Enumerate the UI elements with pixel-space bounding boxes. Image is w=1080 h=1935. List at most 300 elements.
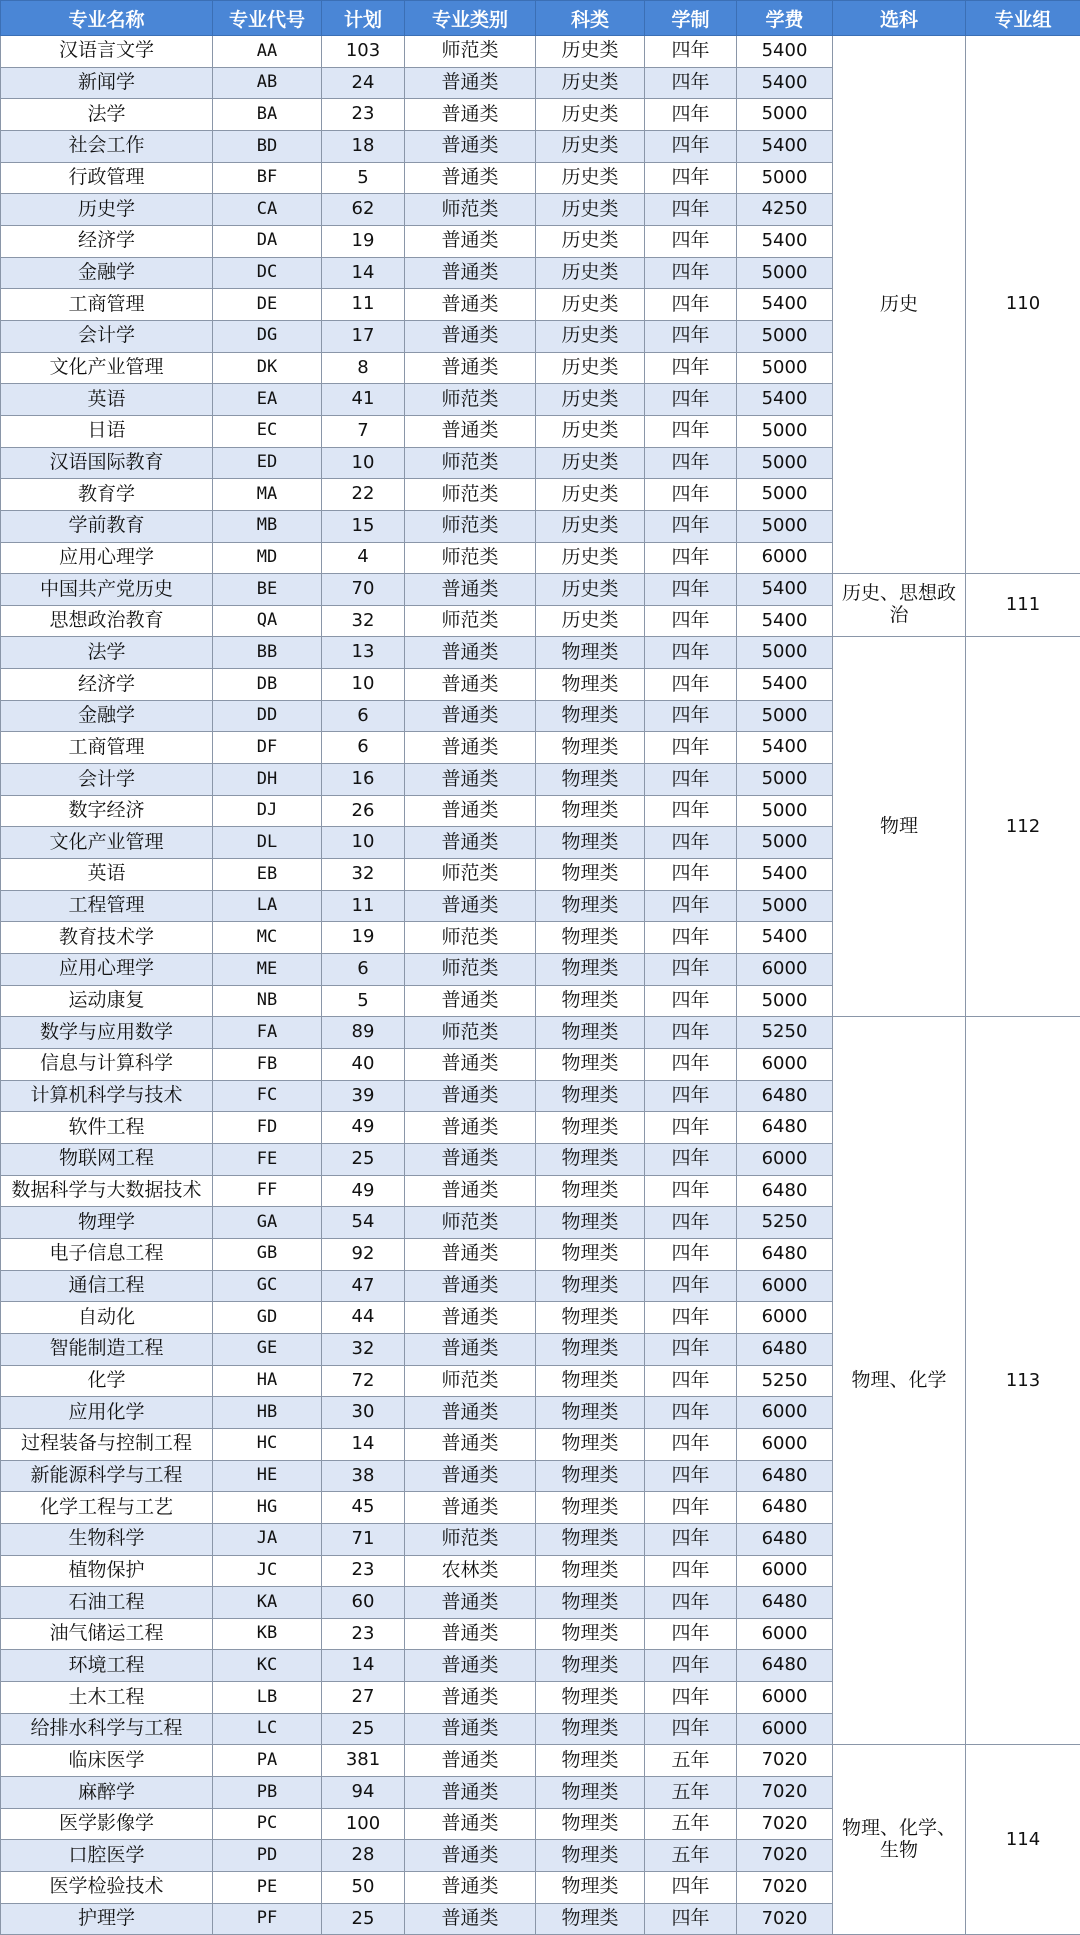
major-group-cell: 110 — [966, 36, 1080, 574]
plan-count-cell: 14 — [322, 1650, 405, 1682]
major-type-cell: 师范类 — [405, 510, 536, 542]
tuition-cell: 5250 — [737, 1017, 833, 1049]
major-code-cell: FE — [213, 1143, 322, 1175]
header-major-type: 专业类别 — [405, 1, 536, 36]
major-name-cell: 法学 — [1, 99, 213, 131]
plan-count-cell: 94 — [322, 1777, 405, 1809]
header-major-group: 专业组 — [966, 1, 1080, 36]
tuition-cell: 5000 — [737, 985, 833, 1017]
duration-cell: 四年 — [645, 669, 737, 701]
major-name-cell: 油气储运工程 — [1, 1618, 213, 1650]
major-code-cell: HB — [213, 1397, 322, 1429]
major-type-cell: 普通类 — [405, 415, 536, 447]
major-name-cell: 过程装备与控制工程 — [1, 1428, 213, 1460]
major-name-cell: 电子信息工程 — [1, 1238, 213, 1270]
major-type-cell: 普通类 — [405, 1397, 536, 1429]
major-type-cell: 师范类 — [405, 447, 536, 479]
tuition-cell: 6480 — [737, 1492, 833, 1524]
tuition-cell: 6480 — [737, 1112, 833, 1144]
subject-class-cell: 物理类 — [536, 1618, 645, 1650]
subject-class-cell: 历史类 — [536, 479, 645, 511]
subject-class-cell: 历史类 — [536, 289, 645, 321]
major-code-cell: DE — [213, 289, 322, 321]
major-code-cell: DC — [213, 257, 322, 289]
duration-cell: 五年 — [645, 1808, 737, 1840]
major-code-cell: JC — [213, 1555, 322, 1587]
plan-count-cell: 6 — [322, 954, 405, 986]
subject-class-cell: 物理类 — [536, 1523, 645, 1555]
plan-count-cell: 49 — [322, 1112, 405, 1144]
major-name-cell: 应用心理学 — [1, 542, 213, 574]
major-name-cell: 护理学 — [1, 1903, 213, 1935]
duration-cell: 四年 — [645, 1428, 737, 1460]
major-type-cell: 普通类 — [405, 1333, 536, 1365]
tuition-cell: 6480 — [737, 1333, 833, 1365]
table-header-row — [1, 1, 1080, 36]
major-name-cell: 行政管理 — [1, 162, 213, 194]
major-code-cell: CA — [213, 194, 322, 226]
tuition-cell: 6000 — [737, 1555, 833, 1587]
duration-cell: 四年 — [645, 384, 737, 416]
subject-class-cell: 物理类 — [536, 1492, 645, 1524]
major-type-cell: 师范类 — [405, 859, 536, 891]
major-name-cell: 化学工程与工艺 — [1, 1492, 213, 1524]
duration-cell: 四年 — [645, 1713, 737, 1745]
duration-cell: 四年 — [645, 1618, 737, 1650]
major-code-cell: PD — [213, 1840, 322, 1872]
plan-count-cell: 5 — [322, 985, 405, 1017]
subject-class-cell: 历史类 — [536, 542, 645, 574]
subject-class-cell: 历史类 — [536, 352, 645, 384]
tuition-cell: 5000 — [737, 320, 833, 352]
major-name-cell: 学前教育 — [1, 510, 213, 542]
subject-class-cell: 物理类 — [536, 1587, 645, 1619]
major-code-cell: EB — [213, 859, 322, 891]
table-row — [1, 574, 1080, 606]
major-name-cell: 植物保护 — [1, 1555, 213, 1587]
subject-class-cell: 历史类 — [536, 225, 645, 257]
subject-class-cell: 历史类 — [536, 36, 645, 68]
plan-count-cell: 11 — [322, 289, 405, 321]
plan-count-cell: 8 — [322, 352, 405, 384]
major-type-cell: 普通类 — [405, 700, 536, 732]
duration-cell: 四年 — [645, 257, 737, 289]
major-code-cell: DF — [213, 732, 322, 764]
duration-cell: 四年 — [645, 447, 737, 479]
major-type-cell: 师范类 — [405, 1207, 536, 1239]
major-name-cell: 化学 — [1, 1365, 213, 1397]
major-name-cell: 教育技术学 — [1, 922, 213, 954]
duration-cell: 四年 — [645, 1049, 737, 1081]
plan-count-cell: 15 — [322, 510, 405, 542]
subject-class-cell: 物理类 — [536, 1713, 645, 1745]
plan-count-cell: 32 — [322, 859, 405, 891]
plan-count-cell: 26 — [322, 795, 405, 827]
major-code-cell: PB — [213, 1777, 322, 1809]
tuition-cell: 6480 — [737, 1650, 833, 1682]
major-type-cell: 普通类 — [405, 637, 536, 669]
subject-class-cell: 物理类 — [536, 1238, 645, 1270]
tuition-cell: 5000 — [737, 162, 833, 194]
subject-class-cell: 物理类 — [536, 1682, 645, 1714]
major-code-cell: GC — [213, 1270, 322, 1302]
tuition-cell: 5400 — [737, 922, 833, 954]
subject-class-cell: 物理类 — [536, 1175, 645, 1207]
tuition-cell: 5400 — [737, 384, 833, 416]
major-name-cell: 英语 — [1, 384, 213, 416]
duration-cell: 四年 — [645, 67, 737, 99]
duration-cell: 四年 — [645, 954, 737, 986]
subject-class-cell: 物理类 — [536, 764, 645, 796]
major-type-cell: 普通类 — [405, 1808, 536, 1840]
major-name-cell: 工商管理 — [1, 732, 213, 764]
duration-cell: 四年 — [645, 732, 737, 764]
duration-cell: 四年 — [645, 130, 737, 162]
duration-cell: 四年 — [645, 1175, 737, 1207]
major-type-cell: 普通类 — [405, 1143, 536, 1175]
tuition-cell: 5000 — [737, 447, 833, 479]
major-type-cell: 普通类 — [405, 1428, 536, 1460]
plan-count-cell: 89 — [322, 1017, 405, 1049]
duration-cell: 四年 — [645, 1650, 737, 1682]
subject-class-cell: 物理类 — [536, 1555, 645, 1587]
plan-count-cell: 11 — [322, 890, 405, 922]
major-type-cell: 普通类 — [405, 890, 536, 922]
major-code-cell: AA — [213, 36, 322, 68]
plan-count-cell: 25 — [322, 1713, 405, 1745]
subject-class-cell: 物理类 — [536, 1365, 645, 1397]
major-type-cell: 普通类 — [405, 1903, 536, 1935]
required-subjects-cell: 历史、思想政治 — [833, 574, 966, 637]
header-subject-class: 科类 — [536, 1, 645, 36]
duration-cell: 四年 — [645, 1397, 737, 1429]
major-code-cell: DG — [213, 320, 322, 352]
major-code-cell: MB — [213, 510, 322, 542]
tuition-cell: 6000 — [737, 1049, 833, 1081]
subject-class-cell: 物理类 — [536, 1872, 645, 1904]
major-type-cell: 师范类 — [405, 384, 536, 416]
major-name-cell: 文化产业管理 — [1, 352, 213, 384]
major-type-cell: 普通类 — [405, 67, 536, 99]
major-type-cell: 师范类 — [405, 1017, 536, 1049]
plan-count-cell: 25 — [322, 1143, 405, 1175]
major-name-cell: 生物科学 — [1, 1523, 213, 1555]
tuition-cell: 5000 — [737, 700, 833, 732]
plan-count-cell: 38 — [322, 1460, 405, 1492]
major-type-cell: 普通类 — [405, 732, 536, 764]
tuition-cell: 5000 — [737, 510, 833, 542]
table-row — [1, 36, 1080, 68]
major-code-cell: PF — [213, 1903, 322, 1935]
subject-class-cell: 物理类 — [536, 637, 645, 669]
subject-class-cell: 物理类 — [536, 1080, 645, 1112]
duration-cell: 四年 — [645, 859, 737, 891]
duration-cell: 四年 — [645, 1555, 737, 1587]
major-group-cell: 112 — [966, 637, 1080, 1017]
tuition-cell: 5000 — [737, 257, 833, 289]
major-type-cell: 师范类 — [405, 479, 536, 511]
tuition-cell: 6000 — [737, 1618, 833, 1650]
plan-count-cell: 7 — [322, 415, 405, 447]
duration-cell: 四年 — [645, 1207, 737, 1239]
major-code-cell: DK — [213, 352, 322, 384]
major-code-cell: PA — [213, 1745, 322, 1777]
duration-cell: 四年 — [645, 1238, 737, 1270]
duration-cell: 四年 — [645, 764, 737, 796]
plan-count-cell: 27 — [322, 1682, 405, 1714]
major-type-cell: 农林类 — [405, 1555, 536, 1587]
subject-class-cell: 历史类 — [536, 194, 645, 226]
major-code-cell: PE — [213, 1872, 322, 1904]
major-name-cell: 通信工程 — [1, 1270, 213, 1302]
tuition-cell: 6000 — [737, 1270, 833, 1302]
duration-cell: 四年 — [645, 922, 737, 954]
tuition-cell: 5400 — [737, 669, 833, 701]
major-type-cell: 普通类 — [405, 130, 536, 162]
major-code-cell: DA — [213, 225, 322, 257]
major-group-cell: 113 — [966, 1017, 1080, 1745]
major-type-cell: 普通类 — [405, 225, 536, 257]
duration-cell: 四年 — [645, 1872, 737, 1904]
major-code-cell: KC — [213, 1650, 322, 1682]
major-type-cell: 普通类 — [405, 1080, 536, 1112]
major-type-cell: 普通类 — [405, 1618, 536, 1650]
tuition-cell: 7020 — [737, 1777, 833, 1809]
duration-cell: 四年 — [645, 510, 737, 542]
duration-cell: 四年 — [645, 1492, 737, 1524]
plan-count-cell: 23 — [322, 99, 405, 131]
subject-class-cell: 物理类 — [536, 859, 645, 891]
major-code-cell: PC — [213, 1808, 322, 1840]
tuition-cell: 4250 — [737, 194, 833, 226]
plan-count-cell: 16 — [322, 764, 405, 796]
tuition-cell: 5400 — [737, 130, 833, 162]
subject-class-cell: 物理类 — [536, 985, 645, 1017]
major-type-cell: 普通类 — [405, 1587, 536, 1619]
tuition-cell: 6000 — [737, 1682, 833, 1714]
tuition-cell: 6000 — [737, 954, 833, 986]
major-code-cell: LA — [213, 890, 322, 922]
subject-class-cell: 物理类 — [536, 1302, 645, 1334]
major-type-cell: 师范类 — [405, 1523, 536, 1555]
major-code-cell: KB — [213, 1618, 322, 1650]
tuition-cell: 6480 — [737, 1238, 833, 1270]
tuition-cell: 5400 — [737, 225, 833, 257]
tuition-cell: 5400 — [737, 574, 833, 606]
major-type-cell: 普通类 — [405, 352, 536, 384]
subject-class-cell: 物理类 — [536, 827, 645, 859]
tuition-cell: 6480 — [737, 1460, 833, 1492]
major-name-cell: 数字经济 — [1, 795, 213, 827]
major-code-cell: DH — [213, 764, 322, 796]
duration-cell: 四年 — [645, 99, 737, 131]
tuition-cell: 5250 — [737, 1207, 833, 1239]
tuition-cell: 7020 — [737, 1872, 833, 1904]
plan-count-cell: 14 — [322, 1428, 405, 1460]
subject-class-cell: 物理类 — [536, 1428, 645, 1460]
major-code-cell: BE — [213, 574, 322, 606]
tuition-cell: 6000 — [737, 1428, 833, 1460]
major-group-cell: 111 — [966, 574, 1080, 637]
duration-cell: 四年 — [645, 36, 737, 68]
duration-cell: 五年 — [645, 1840, 737, 1872]
plan-count-cell: 24 — [322, 67, 405, 99]
duration-cell: 四年 — [645, 985, 737, 1017]
tuition-cell: 5000 — [737, 637, 833, 669]
plan-count-cell: 72 — [322, 1365, 405, 1397]
duration-cell: 四年 — [645, 320, 737, 352]
plan-count-cell: 17 — [322, 320, 405, 352]
tuition-cell: 6000 — [737, 1302, 833, 1334]
major-type-cell: 普通类 — [405, 1270, 536, 1302]
major-type-cell: 普通类 — [405, 162, 536, 194]
major-name-cell: 信息与计算科学 — [1, 1049, 213, 1081]
plan-count-cell: 10 — [322, 669, 405, 701]
major-code-cell: DD — [213, 700, 322, 732]
major-name-cell: 金融学 — [1, 257, 213, 289]
header-major-name: 专业名称 — [1, 1, 213, 36]
duration-cell: 四年 — [645, 1302, 737, 1334]
major-type-cell: 普通类 — [405, 1713, 536, 1745]
plan-count-cell: 32 — [322, 1333, 405, 1365]
subject-class-cell: 物理类 — [536, 795, 645, 827]
major-name-cell: 日语 — [1, 415, 213, 447]
duration-cell: 四年 — [645, 1682, 737, 1714]
plan-count-cell: 10 — [322, 447, 405, 479]
major-type-cell: 普通类 — [405, 574, 536, 606]
subject-class-cell: 物理类 — [536, 1049, 645, 1081]
duration-cell: 四年 — [645, 890, 737, 922]
major-code-cell: HC — [213, 1428, 322, 1460]
major-name-cell: 数据科学与大数据技术 — [1, 1175, 213, 1207]
duration-cell: 四年 — [645, 1112, 737, 1144]
major-code-cell: GE — [213, 1333, 322, 1365]
subject-class-cell: 物理类 — [536, 1777, 645, 1809]
subject-class-cell: 物理类 — [536, 1745, 645, 1777]
duration-cell: 四年 — [645, 289, 737, 321]
duration-cell: 四年 — [645, 795, 737, 827]
duration-cell: 四年 — [645, 162, 737, 194]
required-subjects-cell: 物理、化学、生物 — [833, 1745, 966, 1935]
major-name-cell: 软件工程 — [1, 1112, 213, 1144]
subject-class-cell: 历史类 — [536, 130, 645, 162]
major-code-cell: DL — [213, 827, 322, 859]
major-name-cell: 工程管理 — [1, 890, 213, 922]
major-name-cell: 给排水科学与工程 — [1, 1713, 213, 1745]
duration-cell: 四年 — [645, 1333, 737, 1365]
subject-class-cell: 物理类 — [536, 700, 645, 732]
plan-count-cell: 40 — [322, 1049, 405, 1081]
duration-cell: 四年 — [645, 225, 737, 257]
subject-class-cell: 物理类 — [536, 1143, 645, 1175]
plan-count-cell: 41 — [322, 384, 405, 416]
major-code-cell: GA — [213, 1207, 322, 1239]
major-name-cell: 医学影像学 — [1, 1808, 213, 1840]
tuition-cell: 5000 — [737, 479, 833, 511]
major-type-cell: 普通类 — [405, 1492, 536, 1524]
plan-count-cell: 23 — [322, 1618, 405, 1650]
plan-count-cell: 19 — [322, 922, 405, 954]
subject-class-cell: 历史类 — [536, 320, 645, 352]
major-code-cell: KA — [213, 1587, 322, 1619]
plan-count-cell: 23 — [322, 1555, 405, 1587]
plan-count-cell: 60 — [322, 1587, 405, 1619]
plan-count-cell: 4 — [322, 542, 405, 574]
major-code-cell: GD — [213, 1302, 322, 1334]
duration-cell: 四年 — [645, 1365, 737, 1397]
plan-count-cell: 28 — [322, 1840, 405, 1872]
major-code-cell: HE — [213, 1460, 322, 1492]
plan-count-cell: 39 — [322, 1080, 405, 1112]
major-type-cell: 普通类 — [405, 985, 536, 1017]
plan-count-cell: 10 — [322, 827, 405, 859]
major-name-cell: 法学 — [1, 637, 213, 669]
tuition-cell: 5400 — [737, 732, 833, 764]
tuition-cell: 5000 — [737, 352, 833, 384]
major-type-cell: 师范类 — [405, 1365, 536, 1397]
major-name-cell: 物联网工程 — [1, 1143, 213, 1175]
major-name-cell: 环境工程 — [1, 1650, 213, 1682]
tuition-cell: 5400 — [737, 859, 833, 891]
tuition-cell: 5400 — [737, 36, 833, 68]
subject-class-cell: 历史类 — [536, 447, 645, 479]
table-row — [1, 1017, 1080, 1049]
subject-class-cell: 物理类 — [536, 954, 645, 986]
required-subjects-cell: 物理 — [833, 637, 966, 1017]
plan-count-cell: 54 — [322, 1207, 405, 1239]
major-name-cell: 计算机科学与技术 — [1, 1080, 213, 1112]
major-code-cell: LB — [213, 1682, 322, 1714]
subject-class-cell: 物理类 — [536, 732, 645, 764]
major-name-cell: 石油工程 — [1, 1587, 213, 1619]
subject-class-cell: 物理类 — [536, 1808, 645, 1840]
major-code-cell: FC — [213, 1080, 322, 1112]
subject-class-cell: 物理类 — [536, 669, 645, 701]
major-type-cell: 师范类 — [405, 922, 536, 954]
major-code-cell: BD — [213, 130, 322, 162]
major-type-cell: 普通类 — [405, 827, 536, 859]
major-name-cell: 思想政治教育 — [1, 605, 213, 637]
major-type-cell: 普通类 — [405, 1682, 536, 1714]
major-name-cell: 中国共产党历史 — [1, 574, 213, 606]
header-plan: 计划 — [322, 1, 405, 36]
duration-cell: 四年 — [645, 352, 737, 384]
subject-class-cell: 物理类 — [536, 1017, 645, 1049]
plan-count-cell: 62 — [322, 194, 405, 226]
major-name-cell: 物理学 — [1, 1207, 213, 1239]
major-type-cell: 普通类 — [405, 257, 536, 289]
major-type-cell: 普通类 — [405, 320, 536, 352]
duration-cell: 四年 — [645, 479, 737, 511]
major-code-cell: FD — [213, 1112, 322, 1144]
plan-count-cell: 14 — [322, 257, 405, 289]
subject-class-cell: 历史类 — [536, 162, 645, 194]
duration-cell: 四年 — [645, 1270, 737, 1302]
tuition-cell: 5000 — [737, 764, 833, 796]
plan-count-cell: 13 — [322, 637, 405, 669]
required-subjects-cell: 物理、化学 — [833, 1017, 966, 1745]
subject-class-cell: 历史类 — [536, 510, 645, 542]
duration-cell: 四年 — [645, 574, 737, 606]
major-name-cell: 医学检验技术 — [1, 1872, 213, 1904]
major-code-cell: ME — [213, 954, 322, 986]
duration-cell: 四年 — [645, 605, 737, 637]
major-type-cell: 普通类 — [405, 1650, 536, 1682]
major-name-cell: 临床医学 — [1, 1745, 213, 1777]
subject-class-cell: 物理类 — [536, 1397, 645, 1429]
tuition-cell: 6480 — [737, 1523, 833, 1555]
tuition-cell: 5000 — [737, 415, 833, 447]
